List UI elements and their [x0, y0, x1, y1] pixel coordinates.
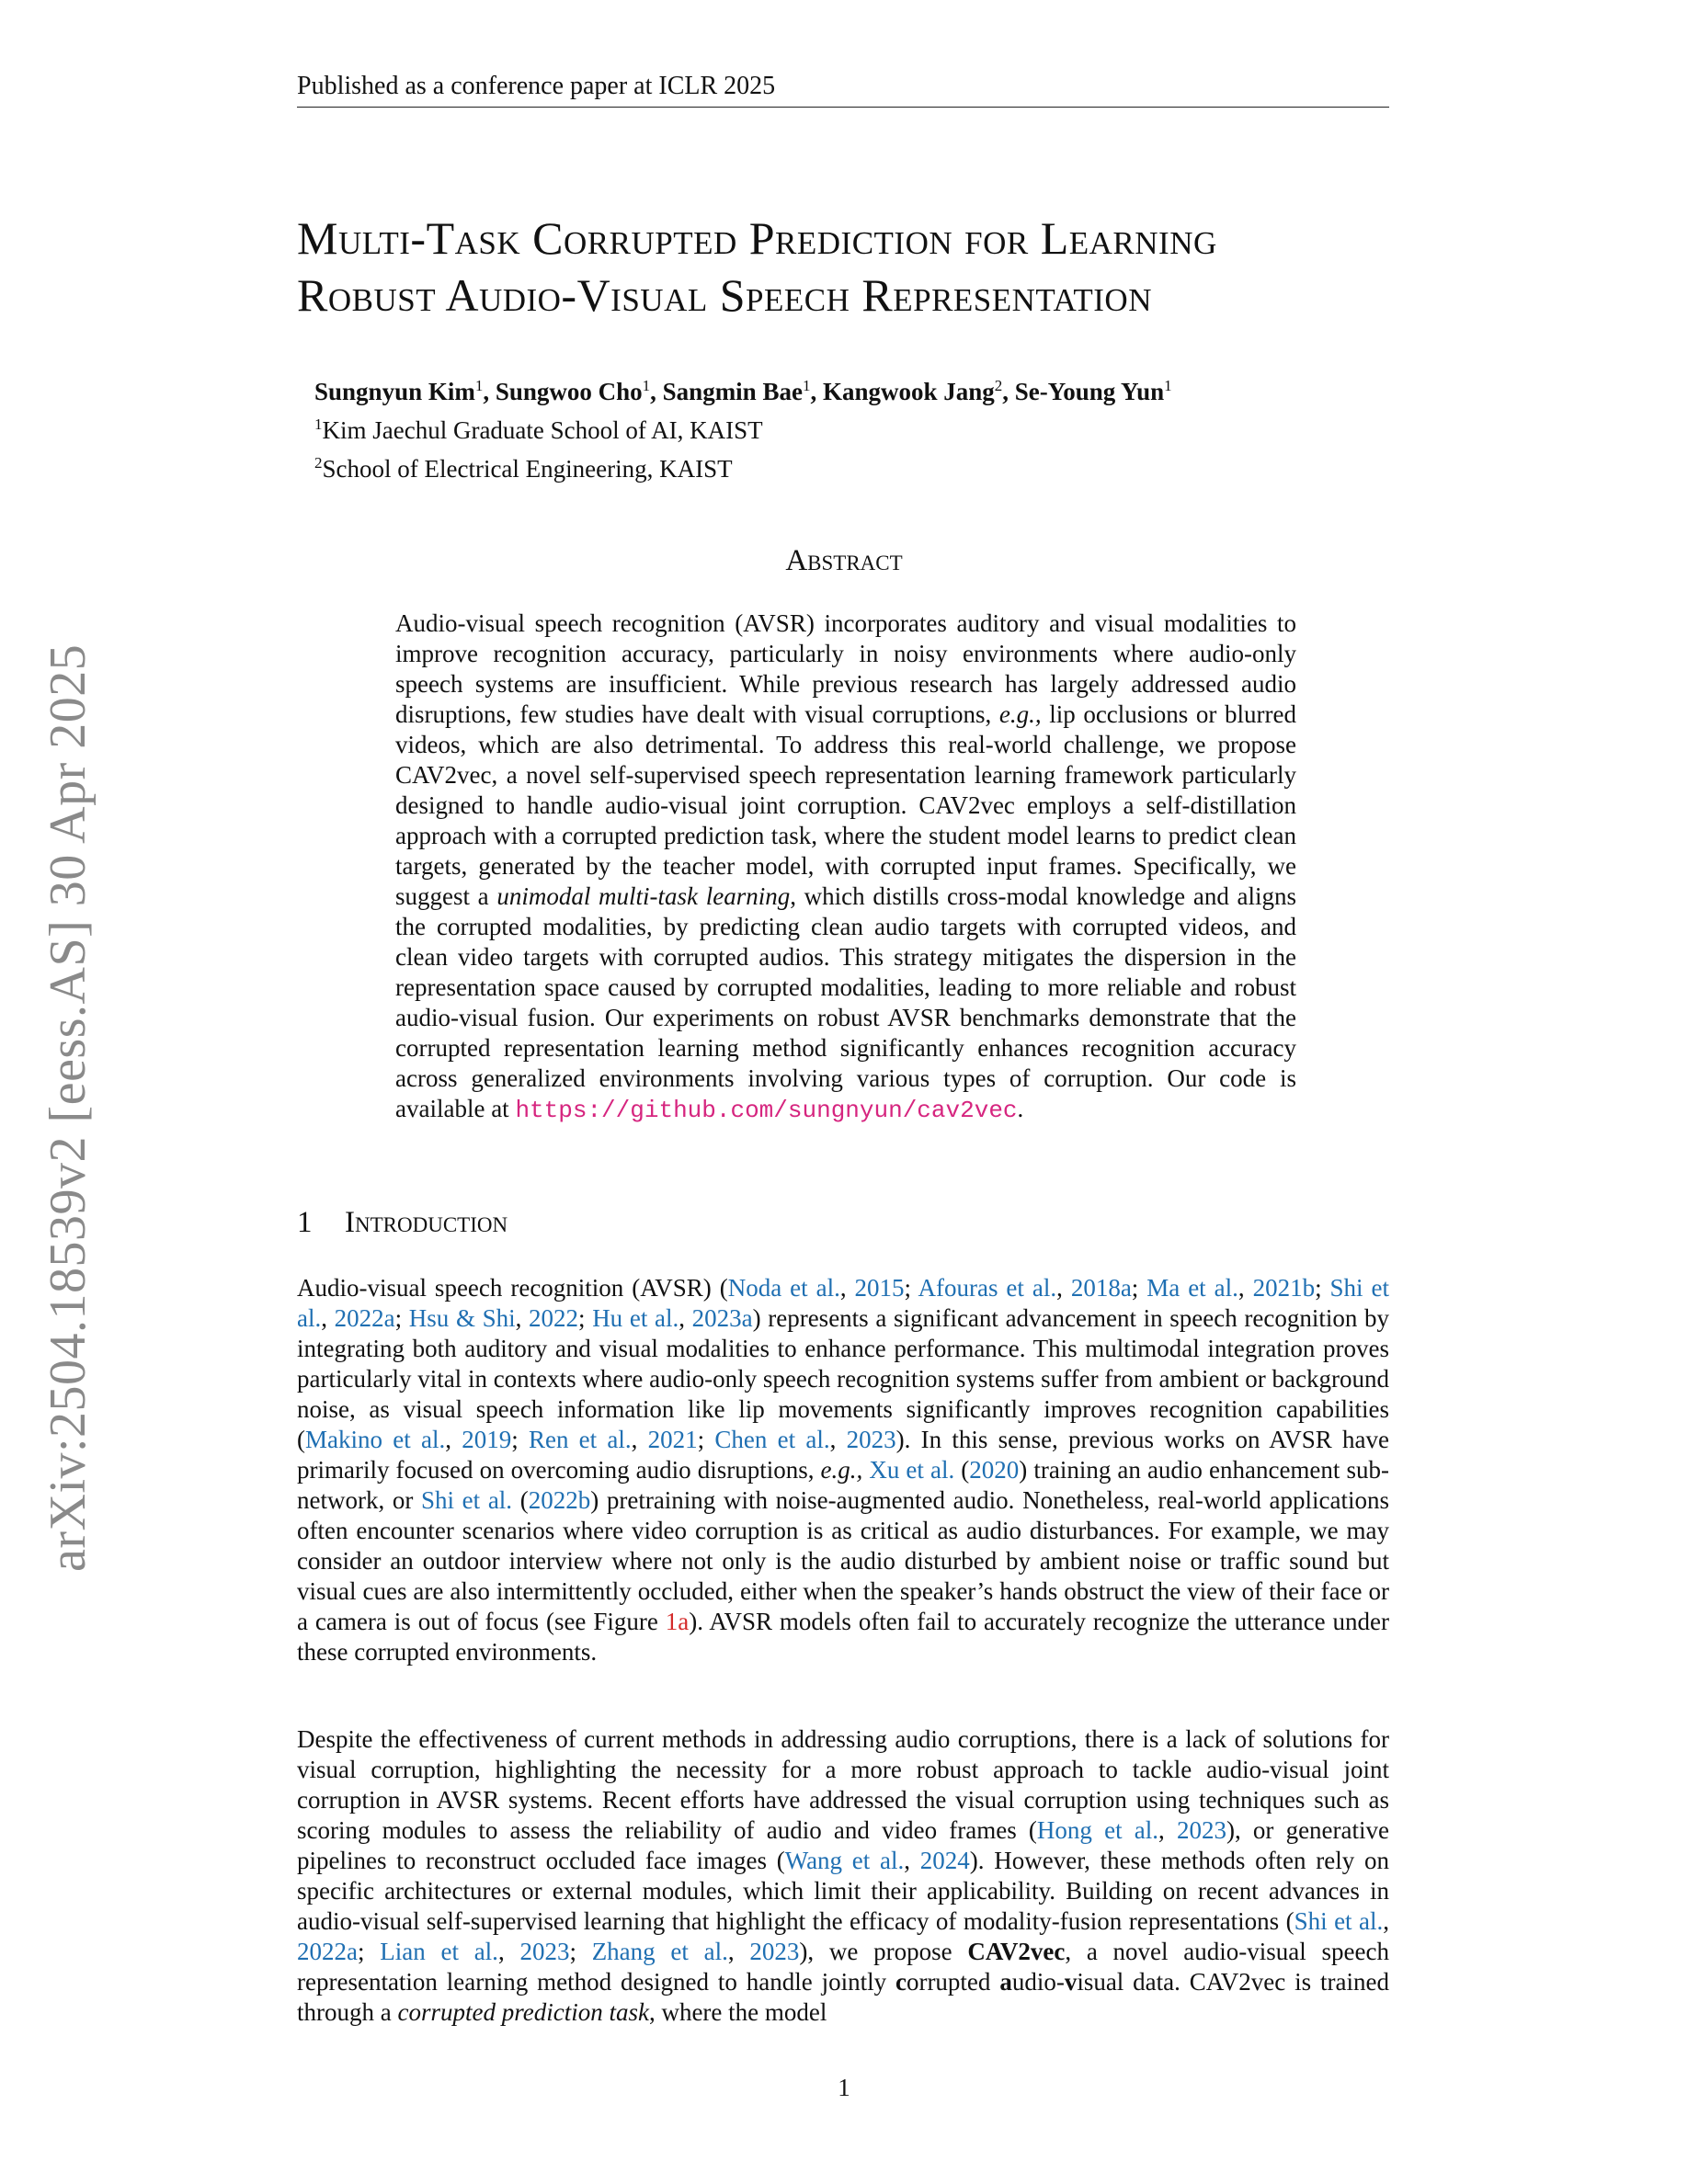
citation-link[interactable]: Zhang et al.: [591, 1938, 728, 1965]
citation-link[interactable]: 2023: [519, 1938, 570, 1965]
citation-link[interactable]: 2021b: [1252, 1274, 1316, 1302]
method-name: CAV2vec: [967, 1938, 1066, 1965]
citation-link[interactable]: Makino et al.: [305, 1426, 446, 1453]
citation-link[interactable]: Lian et al.: [380, 1938, 498, 1965]
citation-link[interactable]: 2015: [854, 1274, 905, 1302]
figure-link[interactable]: 1a: [665, 1608, 690, 1635]
arxiv-identifier-stamp: arXiv:2504.18539v2 [eess.AS] 30 Apr 2025: [40, 643, 97, 1572]
citation-link[interactable]: Hsu & Shi: [408, 1304, 516, 1332]
citation-link[interactable]: 2023: [749, 1938, 800, 1965]
abstract-heading: Abstract: [785, 544, 903, 577]
author-block: [314, 370, 1172, 485]
author-names: Sungnyun Kim$^1$, Sungwoo Cho$^1$, Sangmin Bae$^1$, Kangwook Jang$^2$, Se-Young Yun$^1$: [314, 377, 1172, 405]
citation-link[interactable]: 2022a: [334, 1304, 395, 1332]
citation-link[interactable]: Hong et al.: [1036, 1816, 1159, 1844]
affiliation-1: $^1$Kim Jaechul Graduate School of AI, KAIST: [314, 415, 763, 444]
section-title: Introduction: [345, 1206, 508, 1239]
author-name: Sungwoo Cho: [495, 378, 643, 405]
author-name: Sungnyun Kim: [314, 378, 475, 405]
citation-link[interactable]: 2023: [846, 1426, 896, 1453]
citation-link[interactable]: Xu et al.: [869, 1456, 955, 1484]
citation-link[interactable]: 2022b: [528, 1486, 591, 1514]
author-name: Sangmin Bae: [662, 378, 803, 405]
citation-link[interactable]: Shi et al.: [1294, 1907, 1384, 1935]
citation-link[interactable]: 2018a: [1070, 1274, 1132, 1302]
author-name: Kangwook Jang: [822, 378, 995, 405]
title-line-2: Robust Audio-Visual Speech Representation: [297, 269, 1152, 321]
citation-link[interactable]: 2024: [919, 1847, 970, 1874]
citation-link[interactable]: Shi et al.: [297, 1274, 1389, 1332]
citation-link[interactable]: 2022a: [297, 1938, 358, 1965]
page-number: 1: [838, 2074, 850, 2101]
section-heading: [297, 1206, 508, 1240]
abstract-body: Audio-visual speech recognition (AVSR) incorporates auditory and visual modalities to improve recognition accuracy, particularly in noisy environments where audio-only speech systems are insufficient. While previous research has largely addressed audio disruptions, few studies have dealt with visual corruptions, e.g., lip occlusions or blurred videos, which are also detrimental. To address this real-world challenge, we propose CAV2vec, a novel self-supervised speech representation learning framework particularly designed to handle audio-visual joint corruption. CAV2vec employs a self-distillation approach with a corrupted prediction task, where the student model learns to predict clean targets, generated by the teacher model, with corrupted input frames. Specifically, we suggest a unimodal multi-task learning, which distills cross-modal knowledge and aligns the corrupted modalities, by predicting clean audio targets with corrupted videos, and clean video targets with corrupted audios. This strategy mitigates the dispersion in the representation space caused by corrupted modalities, leading to more reliable and robust audio-visual fusion. Our experiments on robust AVSR benchmarks demonstrate that the corrupted representation learning method significantly enhances recognition accuracy across generalized environments involving various types of corruption. Our code is available at https://github.com/sungnyun/cav2vec.: [395, 609, 1297, 1124]
section-number: 1: [297, 1206, 313, 1239]
paper-title: [297, 210, 1400, 324]
citation-link[interactable]: Shi et al.: [421, 1486, 513, 1514]
intro-paragraph-2: Despite the effectiveness of current methods in addressing audio corruptions, there is a lack of solutions for visual corruption, highlighting the necessity for a more robust approach to tackle audio-visual joint corruption in AVSR systems. Recent efforts have addressed the visual corruption using techniques such as scoring modules to assess the reliability of audio and video frames (Hong et al., 2023), or generative pipelines to reconstruct occluded face images (Wang et al., 2024). However, these methods often rely on specific architectures or external modules, which limit their applicability. Building on recent advances in audio-visual self-supervised learning that highlight the efficacy of modality-fusion representations (Shi et al., 2022a; Lian et al., 2023; Zhang et al., 2023), we propose CAV2vec, a novel audio-visual speech representation learning method designed to handle jointly corrupted audio-visual data. CAV2vec is trained through a corrupted prediction task, where the model: [297, 1725, 1390, 2026]
citation-link[interactable]: Ren et al.: [528, 1426, 632, 1453]
intro-paragraph-1: Audio-visual speech recognition (AVSR) (Noda et al., 2015; Afouras et al., 2018a; Ma et al., 2021b; Shi et al., 2022a; Hsu & Shi, 2022; Hu et al., 2023a) represents a significant advancement in speech recognition by integrating both auditory and visual modalities to enhance performance. This multimodal integration proves particularly vital in contexts where audio-only speech recognition systems suffer from ambient or background noise, as visual speech information like lip movements significantly improves recognition capabilities (Makino et al., 2019; Ren et al., 2021; Chen et al., 2023). In this sense, previous works on AVSR have primarily focused on overcoming audio disruptions, e.g., Xu et al. (2020) training an audio enhancement sub-network, or Shi et al. (2022b) pretraining with noise-augmented audio. Nonetheless, real-world applications often encounter scenarios where video corruption is as critical as audio disturbances. For example, we may consider an outdoor interview where not only is the audio disturbed by ambient noise or traffic sound but visual cues are also intermittently occluded, either when the speaker’s hands obstruct the view of their face or a camera is out of focus (see Figure 1a). AVSR models often fail to accurately recognize the utterance under these corrupted environments.: [297, 1274, 1390, 1666]
citation-link[interactable]: Hu et al.: [592, 1304, 679, 1332]
author-name: Se-Young Yun: [1014, 378, 1165, 405]
citation-link[interactable]: 2019: [462, 1426, 512, 1453]
citation-link[interactable]: Wang et al.: [784, 1847, 905, 1874]
running-header: Published as a conference paper at ICLR 2025: [297, 70, 1389, 108]
citation-link[interactable]: 2020: [969, 1456, 1020, 1484]
citation-link[interactable]: 2023: [1176, 1816, 1226, 1844]
citation-link[interactable]: Noda et al.: [727, 1274, 840, 1302]
citation-link[interactable]: 2021: [647, 1426, 698, 1453]
citation-link[interactable]: Chen et al.: [714, 1426, 830, 1453]
citation-link[interactable]: Afouras et al.: [918, 1274, 1057, 1302]
affiliation-2: $^2$School of Electrical Engineering, KAIST: [314, 454, 733, 483]
citation-link[interactable]: 2023a: [691, 1304, 753, 1332]
citation-link[interactable]: 2022: [529, 1304, 579, 1332]
citation-link[interactable]: Ma et al.: [1146, 1274, 1238, 1302]
code-link[interactable]: https://github.com/sungnyun/cav2vec: [515, 1097, 1018, 1124]
title-line-1: Multi-Task Corrupted Prediction for Learning: [297, 212, 1217, 264]
